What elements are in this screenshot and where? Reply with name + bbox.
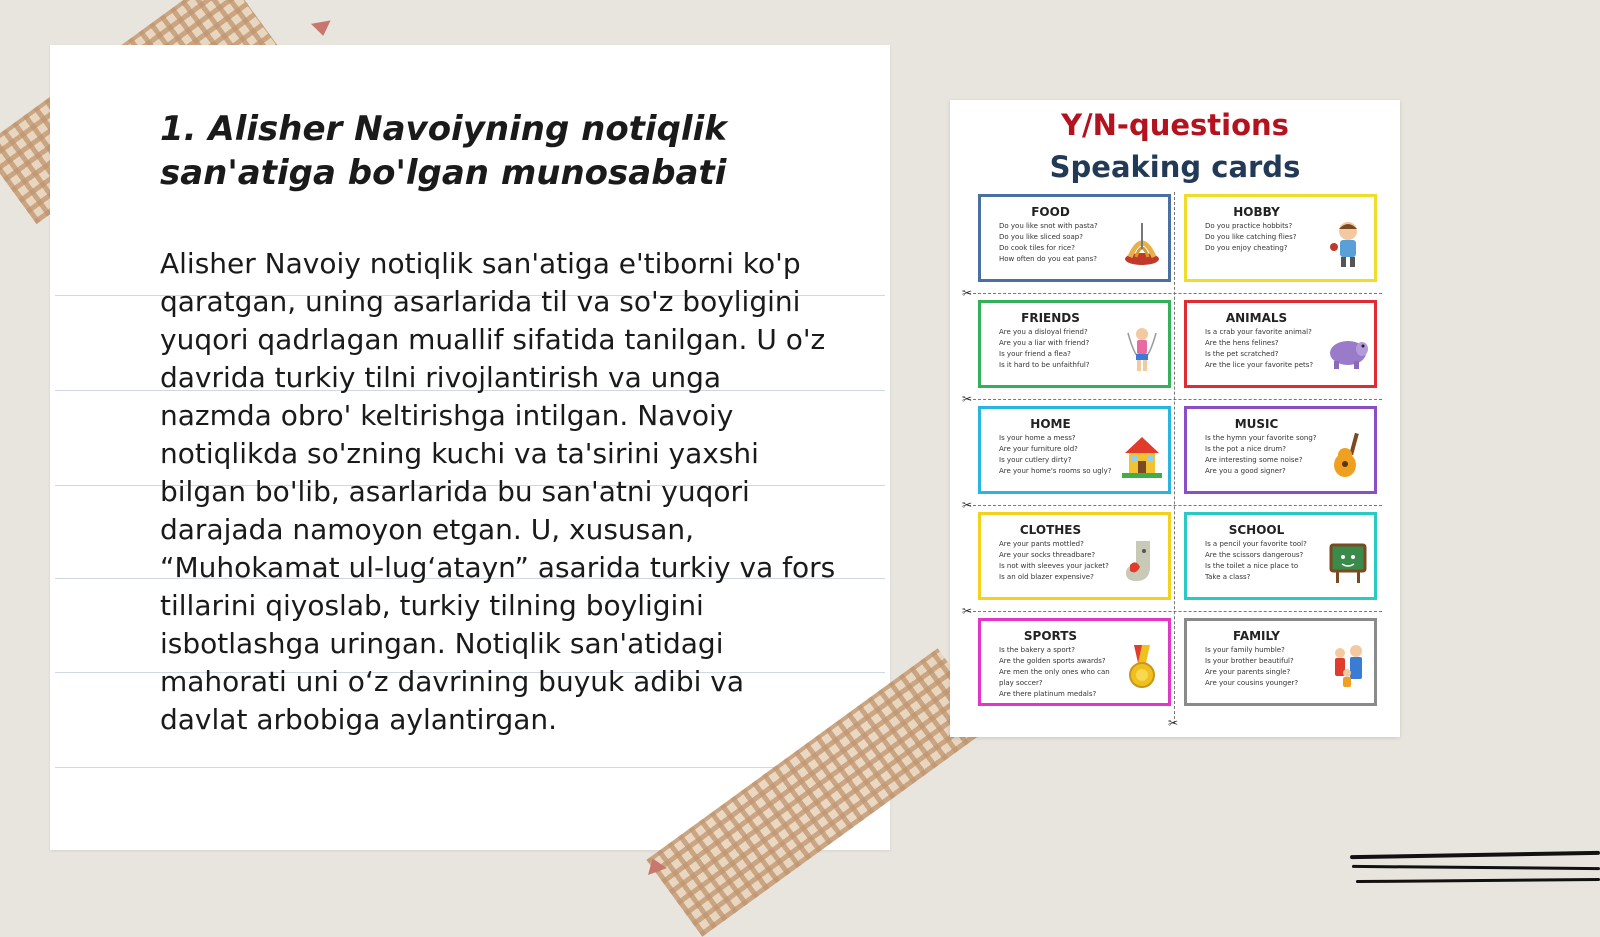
spaghetti-icon — [1122, 219, 1162, 269]
cut-line-vertical — [1174, 192, 1175, 724]
card-question: • Are the lice your favorite pets? — [1205, 360, 1343, 371]
card-question: • Is not with sleeves your jacket? — [999, 561, 1137, 572]
card-question: • Is the bakery a sport? — [999, 645, 1137, 656]
speaking-card-hobby — [1184, 194, 1377, 282]
card-question: • Are your home's rooms so ugly? — [999, 466, 1137, 477]
card-question-list — [987, 327, 1137, 371]
card-question-list — [1193, 327, 1343, 371]
card-question: • Are you a good signer? — [1205, 466, 1343, 477]
card-question: • Is an old blazer expensive? — [999, 572, 1137, 583]
paper-rule — [55, 767, 885, 768]
house-icon — [1122, 431, 1162, 481]
card-question-list — [1193, 433, 1343, 477]
card-title: MUSIC — [1234, 417, 1279, 431]
card-question: • Are you a liar with friend? — [999, 338, 1137, 349]
card-title: HOBBY — [1233, 205, 1280, 219]
guitar-icon — [1328, 431, 1368, 481]
card-question-list — [987, 645, 1137, 700]
cut-line-horizontal — [968, 399, 1382, 400]
jump-rope-girl-icon — [1122, 325, 1162, 375]
medal-icon — [1122, 643, 1162, 693]
card-question: • Do you like sliced soap? — [999, 232, 1137, 243]
card-title: FOOD — [1031, 205, 1070, 219]
card-title: ANIMALS — [1225, 311, 1288, 325]
scissors-icon: ✂ — [962, 286, 973, 300]
card-question: • Is a pencil your favorite tool? — [1205, 539, 1343, 550]
note-paper — [50, 45, 890, 850]
speaking-card-family — [1184, 618, 1377, 706]
speaking-card-food — [978, 194, 1171, 282]
card-question: • Is the toilet a nice place to — [1205, 561, 1343, 572]
card-question: • Is the hymn your favorite song? — [1205, 433, 1343, 444]
card-title: HOME — [1030, 417, 1071, 431]
cut-line-horizontal — [968, 505, 1382, 506]
speaking-cards-worksheet — [950, 100, 1400, 737]
card-question: • Do you like snot with pasta? — [999, 221, 1137, 232]
worksheet-subtitle: Speaking cards — [1049, 150, 1301, 184]
card-question-list — [1193, 539, 1343, 583]
card-question: • Are you a disloyal friend? — [999, 327, 1137, 338]
scissors-icon: ✂ — [962, 392, 973, 406]
card-question: • Is your brother beautiful? — [1205, 656, 1343, 667]
tape-tip-top — [311, 20, 333, 37]
slide-title: 1. Alisher Navoiyning notiqlik san'atiga bo'lgan munosabati — [160, 109, 727, 193]
worksheet-title: Y/N-questions — [1061, 108, 1289, 142]
hippo-icon — [1328, 325, 1368, 375]
card-question: • Are the hens felines? — [1205, 338, 1343, 349]
cut-line-horizontal — [968, 293, 1382, 294]
card-question: • Are your cousins younger? — [1205, 678, 1343, 689]
card-question: • Is it hard to be unfaithful? — [999, 360, 1137, 371]
family-icon — [1328, 643, 1368, 693]
card-question: • Are your pants mottled? — [999, 539, 1137, 550]
speaking-card-clothes — [978, 512, 1171, 600]
card-question-list — [987, 433, 1137, 477]
card-question: • Do you like catching flies? — [1205, 232, 1343, 243]
card-question: • Is your friend a flea? — [999, 349, 1137, 360]
decorative-stroke — [1352, 865, 1600, 870]
chalkboard-icon — [1328, 537, 1368, 587]
card-question: • Are men the only ones who can — [999, 667, 1137, 678]
card-question: • Are your socks threadbare? — [999, 550, 1137, 561]
card-question-list — [1193, 645, 1343, 689]
slide-paragraph: Alisher Navoiy notiqlik san'atiga e'tiborni ko'p qaratgan, uning asarlarida til va so'z boyligini yuqori qadrlagan muallif sifatida tanilgan. U o'z davrida turkiy tilni rivojlantirish va unga nazmda obro' keltirishga intilgan. Navoiy notiqlikda so'zning kuchi va ta'sirini yaxshi bilgan bo'lib, asarlarida bu san'atni yuqori darajada namoyon etgan. U, xususan, “Muhokamat ul-lug‘atayn” asarida turkiy va fors tillarini qiyoslab, turkiy tilning boyligini isbotlashga uringan. Notiqlik san'atidagi mahorati uni o‘z davrining buyuk adibi va davlat arbobiga aylantirgan. — [160, 247, 836, 736]
card-title: FAMILY — [1233, 629, 1280, 643]
card-question: • Is your cutlery dirty? — [999, 455, 1137, 466]
speaking-card-animals — [1184, 300, 1377, 388]
scissors-icon: ✂ — [1168, 716, 1179, 730]
card-question: • Is your home a mess? — [999, 433, 1137, 444]
card-title: SPORTS — [1023, 629, 1078, 643]
card-question: • play soccer? — [999, 678, 1137, 689]
scissors-icon: ✂ — [962, 604, 973, 618]
card-question: • Is the pet scratched? — [1205, 349, 1343, 360]
card-question: • Are interesting some noise? — [1205, 455, 1343, 466]
card-question: • Are your parents single? — [1205, 667, 1343, 678]
speaking-card-friends — [978, 300, 1171, 388]
card-question: • Do cook tiles for rice? — [999, 243, 1137, 254]
sock-icon — [1122, 537, 1162, 587]
card-question-list — [1193, 221, 1343, 254]
decorative-stroke — [1350, 851, 1600, 859]
card-question: • Are the golden sports awards? — [999, 656, 1137, 667]
card-title: CLOTHES — [1019, 523, 1082, 537]
card-question: • How often do you eat pans? — [999, 254, 1137, 265]
card-question: • Are the scissors dangerous? — [1205, 550, 1343, 561]
speaking-card-music — [1184, 406, 1377, 494]
card-question: • Are your furniture old? — [999, 444, 1137, 455]
card-question-list — [987, 539, 1137, 583]
card-title: FRIENDS — [1021, 311, 1080, 325]
decorative-stroke — [1356, 878, 1600, 883]
card-question-list — [987, 221, 1137, 265]
card-question: • Is a crab your favorite animal? — [1205, 327, 1343, 338]
card-question: • Take a class? — [1205, 572, 1343, 583]
card-question: • Is your family humble? — [1205, 645, 1343, 656]
card-question: • Is the pot a nice drum? — [1205, 444, 1343, 455]
scissors-icon: ✂ — [962, 498, 973, 512]
cut-line-horizontal — [968, 611, 1382, 612]
boy-icon — [1328, 219, 1368, 269]
card-question: • Do you enjoy cheating? — [1205, 243, 1343, 254]
card-title: SCHOOL — [1228, 523, 1285, 537]
speaking-card-home — [978, 406, 1171, 494]
speaking-card-sports — [978, 618, 1171, 706]
card-question: • Do you practice hobbits? — [1205, 221, 1343, 232]
card-question: • Are there platinum medals? — [999, 689, 1137, 700]
speaking-card-school — [1184, 512, 1377, 600]
